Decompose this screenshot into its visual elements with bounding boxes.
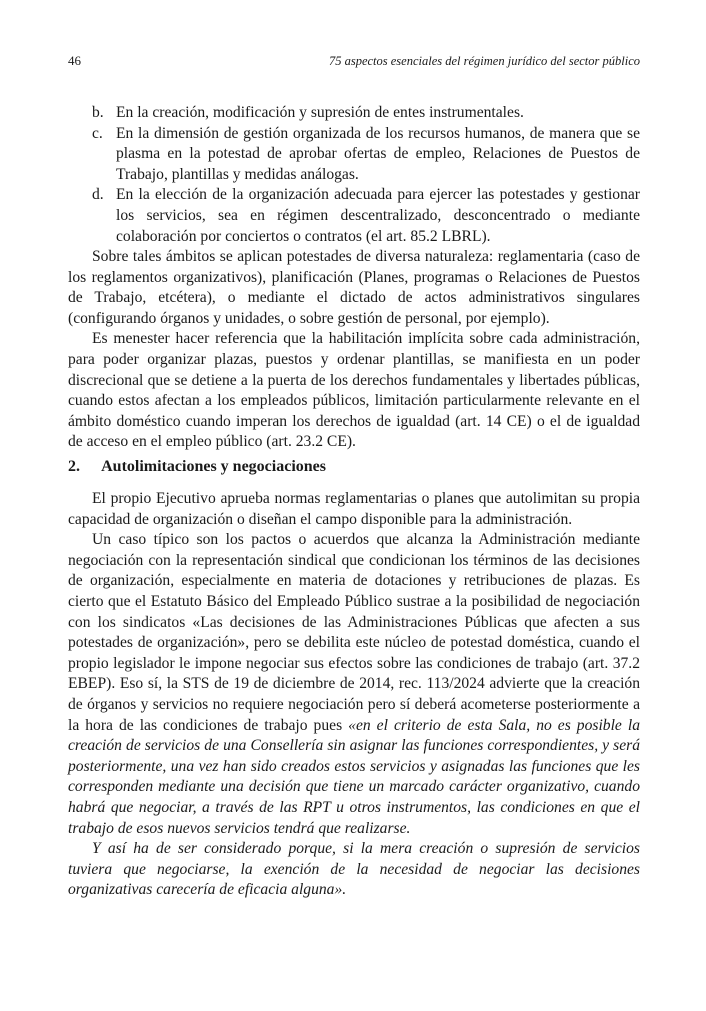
paragraph: Sobre tales ámbitos se aplican potestades de diversa naturaleza: reglamentaria (caso de los reglamentos organizativos), planificación (Planes, programas o Relaciones de Puestos de Trabajo, etcétera), o mediante el dictado de actos administrativos singulares (configurando órganos y unidades, o sobre gestión de personal, por ejemplo). bbox=[68, 248, 640, 327]
list-item bbox=[68, 103, 640, 124]
list-item-text: En la creación, modificación y supresión de entes instrumentales. bbox=[116, 104, 524, 121]
paragraph bbox=[68, 530, 640, 839]
body-text-section-1 bbox=[68, 247, 640, 453]
list-marker: b. bbox=[92, 104, 104, 121]
list-marker: c. bbox=[92, 124, 103, 142]
list-item-text: En la dimensión de gestión organizada de los recursos humanos, de manera que se plasma en la potestad de aprobar ofertas de empleo, Relaciones de Puestos de Trabajo, plantillas y medidas análogas. bbox=[116, 124, 640, 183]
paragraph: Es menester hacer referencia que la habilitación implícita sobre cada administración, para poder organizar plazas, puestos y ordenar plantillas, se manifiesta en un poder discrecional que se detiene a la puerta de los derechos fundamentales y libertades públicas, cuando estos afectan a los empleados públicos, limitación particularmente relevante en el ámbito doméstico cuando imperan los derechos de igualdad (art. 14 CE) o el de igualdad de acceso en el empleo público (art. 23.2 CE). bbox=[68, 330, 640, 451]
section-title: Autolimitaciones y negociaciones bbox=[101, 458, 326, 475]
list-item bbox=[68, 185, 640, 247]
section-heading bbox=[68, 458, 326, 476]
list-item bbox=[68, 124, 640, 186]
page-header bbox=[68, 53, 640, 69]
paragraph: El propio Ejecutivo aprueba normas reglamentarias o planes que autolimitan su propia capacidad de organización o diseñan el campo disponible para la administración. bbox=[68, 490, 640, 528]
section-number: 2. bbox=[68, 458, 80, 475]
body-text-section-2 bbox=[68, 489, 640, 901]
page-number: 46 bbox=[68, 53, 81, 68]
quoted-ruling-paragraph: Y así ha de ser considerado porque, si la mera creación o supresión de servicios tuviera que negociarse, la exención de la necesidad de negociar las decisiones organizativas carecería de eficacia alguna». bbox=[68, 840, 640, 899]
running-title: 75 aspectos esenciales del régimen jurídico del sector público bbox=[328, 54, 640, 68]
paragraph-roman-text: Un caso típico son los pactos o acuerdos que alcanza la Administración mediante negociación con la representación sindical que condicionan los términos de las decisiones de organización, especialmente en materia de dotaciones y retribuciones de plazas. Es cierto que el Estatuto Básico del Empleado Público sustrae a la posibilidad de negociación con los sindicatos «Las decisiones de las Administraciones Públicas que afecten a sus potestades de organización», pero se debilita este núcleo de potestad doméstica, cuando el propio legislador le impone negociar sus efectos sobre las condiciones de trabajo (art. 37.2 EBEP). Eso sí, la STS de 19 de diciembre de 2014, rec. 113/2024 advierte que la creación de órganos y servicios no requiere negociación pero sí deberá acometerse posteriormente a la hora de las condiciones de trabajo pues bbox=[68, 531, 640, 734]
quoted-ruling-text: «en el criterio de esta Sala, no es posible la creación de servicios de una Consellería sin asignar las funciones correspondientes, y será posteriormente, una vez han sido creados estos servicios y asignadas las funciones que les corresponden mediante una decisión que tiene un marcado carácter organizativo, cuando habrá que negociar, a través de las RPT u otros instrumentos, las condiciones en que el trabajo de esos nuevos servicios tendrá que realizarse. bbox=[68, 716, 640, 837]
list-marker: d. bbox=[92, 186, 104, 204]
enumerated-list bbox=[68, 103, 640, 247]
list-item-text: En la elección de la organización adecuada para ejercer las potestades y gestionar los servicios, sea en régimen descentralizado, desconcentrado o mediante colaboración por conciertos o contratos (el art. 85.2 LBRL). bbox=[116, 186, 640, 245]
